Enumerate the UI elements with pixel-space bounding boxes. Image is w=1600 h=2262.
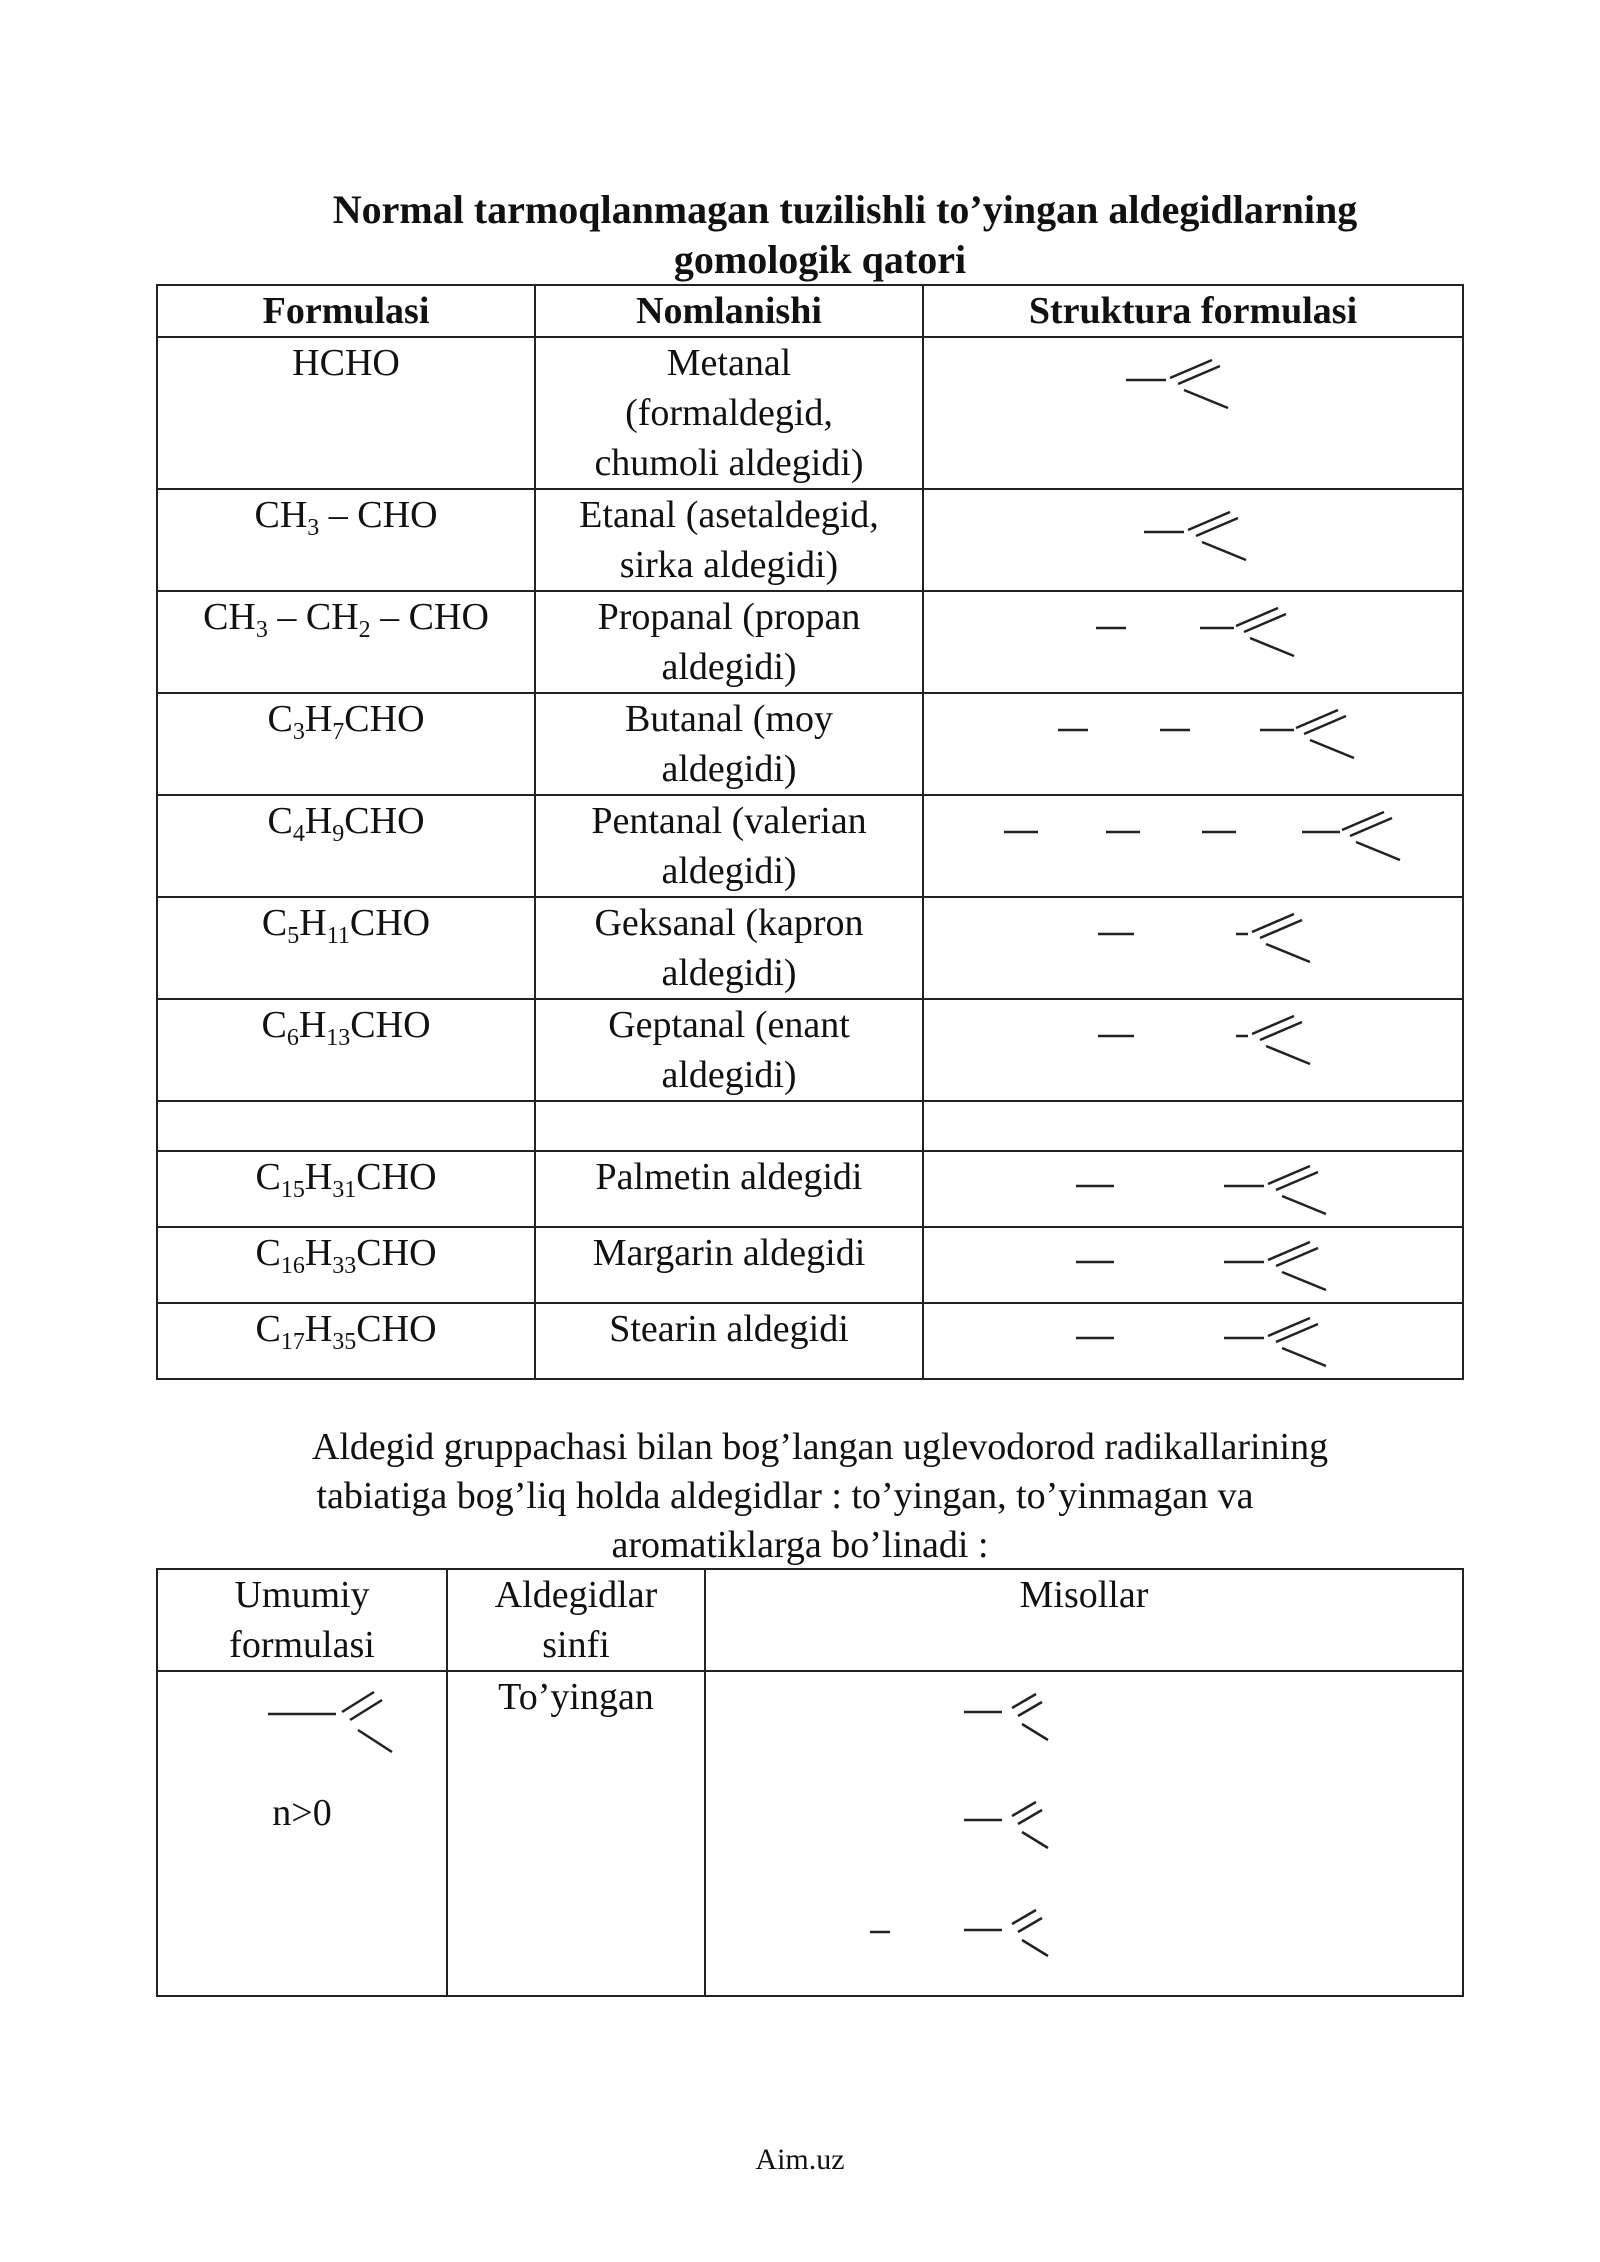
formula-subscript: 15	[280, 1177, 305, 1203]
name-cell	[535, 1101, 923, 1151]
table-header-row	[157, 1569, 1463, 1671]
formula-subscript: 9	[332, 821, 345, 847]
table-row	[157, 999, 1463, 1101]
name-line: Etanal (asetaldegid,	[579, 494, 879, 536]
formula-cell	[157, 337, 535, 489]
formula-part: C	[267, 698, 293, 740]
table-row	[157, 591, 1463, 693]
name-line: aldegidi)	[661, 850, 797, 892]
formula-subscript: 5	[287, 923, 300, 949]
name-line: Margarin aldegidi	[592, 1232, 866, 1274]
header-formula: Formulasi	[157, 285, 535, 337]
formula-part: H	[304, 1232, 333, 1274]
table-row	[157, 693, 1463, 795]
table-row	[157, 795, 1463, 897]
skeletal-formula	[930, 694, 1460, 774]
name-cell	[535, 489, 923, 591]
formula-cell	[157, 999, 535, 1101]
formula-subscript: 17	[280, 1329, 305, 1355]
name-line: Propanal (propan	[597, 596, 861, 638]
formula-part: CHO	[356, 1308, 437, 1350]
structure-cell	[923, 1227, 1463, 1303]
condition-label: n>0	[272, 1792, 332, 1834]
header-general-formula	[157, 1569, 447, 1671]
header-aldehyde-class	[447, 1569, 705, 1671]
formula-part: CH	[254, 494, 308, 536]
table-row	[157, 1303, 1463, 1379]
structure-cell	[923, 1101, 1463, 1151]
formula-subscript: 31	[332, 1177, 357, 1203]
formula-cell	[157, 693, 535, 795]
name-line: Metanal	[666, 342, 792, 384]
formula-part: H	[304, 800, 333, 842]
formula-part: CHO	[344, 800, 425, 842]
formula-part: CHO	[344, 698, 425, 740]
formula-part: C	[255, 1308, 281, 1350]
structure-cell	[923, 1151, 1463, 1227]
aldehyde-class-table	[156, 1568, 1464, 1997]
name-line: Stearin aldegidi	[609, 1308, 849, 1350]
general-aldehyde-skeletal-formula	[268, 1684, 468, 1764]
formula-part: H	[298, 1004, 327, 1046]
name-cell	[535, 1303, 923, 1379]
table-row	[157, 897, 1463, 999]
header-examples: Misollar	[705, 1569, 1463, 1671]
formula-subscript: 4	[292, 821, 305, 847]
formula-subscript: 16	[280, 1253, 305, 1279]
table-row	[157, 1227, 1463, 1303]
formula-part: C	[261, 902, 288, 944]
example-formula-2	[964, 1802, 1048, 1848]
header-general-formula-line1: Umumiy	[234, 1574, 370, 1616]
paragraph-line1: Aldegid gruppachasi bilan bog’langan uglevodorod radikallarining	[311, 1426, 1329, 1468]
formula-cell	[157, 489, 535, 591]
structure-cell	[923, 693, 1463, 795]
name-cell	[535, 1227, 923, 1303]
header-structure: Struktura formulasi	[923, 285, 1463, 337]
name-line: aldegidi)	[661, 952, 797, 994]
header-name: Nomlanishi	[535, 285, 923, 337]
formula-cell	[157, 591, 535, 693]
skeletal-formula	[930, 1000, 1460, 1080]
name-cell	[535, 693, 923, 795]
page-title-line1: Normal tarmoqlanmagan tuzilishli to’yingan aldegidlarning	[332, 187, 1358, 232]
formula-cell	[157, 897, 535, 999]
formula-part: H	[304, 1308, 333, 1350]
formula-subscript: 11	[326, 923, 350, 949]
structure-cell	[923, 591, 1463, 693]
formula-part: CHO	[349, 902, 431, 944]
formula-subscript: 7	[332, 719, 345, 745]
formula-part: C	[261, 1004, 287, 1046]
formula-part: H	[299, 902, 327, 944]
table-row	[157, 489, 1463, 591]
formula-part: C	[255, 1156, 281, 1198]
name-line: Pentanal (valerian	[591, 800, 867, 842]
name-line: Palmetin aldegidi	[595, 1156, 863, 1198]
formula-cell	[157, 1101, 535, 1151]
name-line: aldegidi)	[661, 1054, 797, 1096]
skeletal-formula	[930, 796, 1460, 876]
formula-part: – CHO	[319, 494, 438, 536]
table-row	[157, 1671, 1463, 1996]
structure-cell	[923, 337, 1463, 489]
formula-part: CHO	[356, 1156, 437, 1198]
formula-subscript: 35	[332, 1329, 357, 1355]
formula-cell	[157, 1227, 535, 1303]
name-line: Geksanal (kapron	[594, 902, 864, 944]
formula-subscript: 3	[292, 719, 305, 745]
formula-part: – CHO	[370, 596, 489, 638]
formula-part: CHO	[350, 1004, 431, 1046]
homologous-series-table	[156, 284, 1464, 1380]
footer-source: Aim.uz	[755, 2143, 845, 2176]
example-formula-3	[870, 1910, 1048, 1956]
name-line: aldegidi)	[661, 748, 797, 790]
name-cell	[535, 795, 923, 897]
table-header-row	[157, 285, 1463, 337]
formula-subscript: 2	[358, 617, 371, 643]
structure-cell	[923, 897, 1463, 999]
formula-subscript: 3	[307, 515, 320, 541]
table-row	[157, 337, 1463, 489]
formula-part: H	[304, 698, 333, 740]
formula-cell	[157, 795, 535, 897]
formula-part: H	[304, 1156, 333, 1198]
skeletal-formula	[930, 338, 1460, 418]
structure-cell	[923, 999, 1463, 1101]
general-formula-cell	[157, 1671, 447, 1996]
table-row	[157, 1151, 1463, 1227]
formula-subscript: 6	[286, 1025, 299, 1051]
formula-part: CH	[203, 596, 256, 638]
skeletal-formula	[930, 898, 1460, 978]
skeletal-formula	[930, 1152, 1460, 1224]
formula-part: CHO	[356, 1232, 437, 1274]
formula-part: C	[267, 800, 293, 842]
skeletal-formula	[930, 592, 1460, 672]
paragraph-line3: aromatiklarga bo’linadi :	[611, 1524, 989, 1566]
formula-part: HCHO	[292, 342, 400, 384]
name-cell	[535, 999, 923, 1101]
name-line: (formaldegid,	[625, 392, 833, 434]
name-cell	[535, 337, 923, 489]
page-title-line2: gomologik qatori	[673, 237, 967, 282]
formula-cell	[157, 1303, 535, 1379]
structure-cell	[923, 489, 1463, 591]
name-cell	[535, 897, 923, 999]
structure-cell	[923, 795, 1463, 897]
formula-part: C	[255, 1232, 281, 1274]
name-line: sirka aldegidi)	[619, 544, 839, 586]
example-formula-1	[964, 1694, 1048, 1740]
skeletal-formula	[930, 1304, 1460, 1376]
header-aldehyde-class-line2: sinfi	[542, 1624, 610, 1666]
paragraph-line2: tabiatiga bog’liq holda aldegidlar : to’yingan, to’yinmagan va	[316, 1475, 1254, 1517]
skeletal-formula	[930, 1228, 1460, 1300]
formula-part: – CH	[267, 596, 359, 638]
header-aldehyde-class-line1: Aldegidlar	[494, 1574, 658, 1616]
formula-subscript: 33	[332, 1253, 357, 1279]
table-row	[157, 1101, 1463, 1151]
structure-cell	[923, 1303, 1463, 1379]
formula-cell	[157, 1151, 535, 1227]
name-line: chumoli aldegidi)	[594, 442, 864, 484]
saturated-class-cell: To’yingan	[447, 1671, 705, 1996]
name-cell	[535, 591, 923, 693]
name-line: Geptanal (enant	[608, 1004, 850, 1046]
examples-cell	[705, 1671, 1463, 1996]
formula-subscript: 13	[326, 1025, 351, 1051]
header-general-formula-line2: formulasi	[229, 1624, 375, 1666]
examples-skeletal-formulas	[714, 1672, 1454, 1982]
skeletal-formula	[930, 490, 1460, 570]
name-line: aldegidi)	[661, 646, 797, 688]
name-cell	[535, 1151, 923, 1227]
name-line: Butanal (moy	[625, 698, 833, 740]
formula-subscript: 3	[255, 617, 268, 643]
